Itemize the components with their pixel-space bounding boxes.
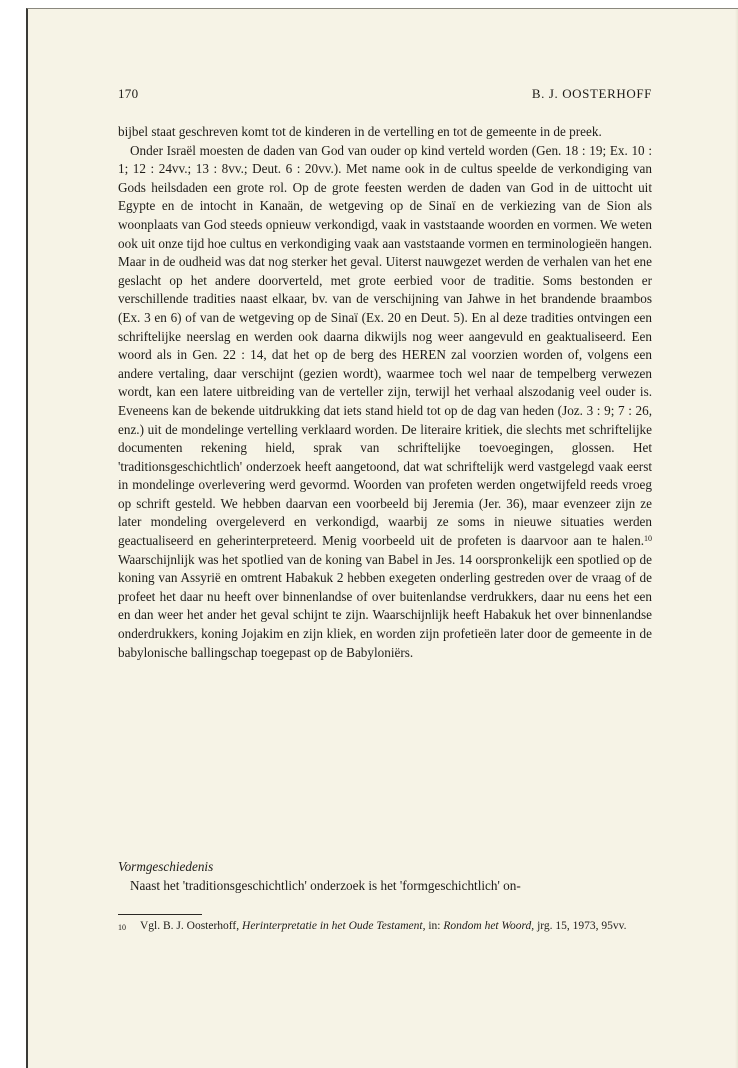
body-text <box>118 123 652 662</box>
section-heading: Vormgeschiedenis <box>118 859 214 874</box>
paragraph-main <box>118 142 652 663</box>
footnote-lead: Vgl. B. J. Oosterhoff, <box>140 920 240 932</box>
footnote-reference[interactable]: 10 <box>644 534 652 544</box>
section-first-line: Naast het 'traditionsgeschichtlich' onderzoek is het 'formgeschichtlich' on- <box>130 878 521 893</box>
footnote-title: Herinterpretatie in het Oude Testament, <box>242 920 426 932</box>
footnote-journal: Rondom het Woord, <box>443 920 535 932</box>
paragraph-continued: bijbel staat geschreven komt tot de kinderen in de vertelling en tot de gemeente in de preek. <box>118 124 602 139</box>
footnote-tail: jrg. 15, 1973, 95vv. <box>537 920 627 932</box>
footnote <box>118 919 652 936</box>
footnote-in: in: <box>428 920 441 932</box>
footnote-text <box>140 919 627 936</box>
paragraph-main-text: Onder Israël moesten de daden van God van ouder op kind verteld worden (Gen. 18 : 19; Ex. 10 : 1; 12 : 24vv.; 13 : 8vv.; Deut. 6 : 20vv.). Met name ook in de cultus speelde de verkondiging van Gods heilsdaden een grote rol. Op de grote feesten werden de daden van God in de uittocht uit Egypte en de intocht in Kanaän, de wetgeving op de Sinaï en de verkiezing van de Sion als woonplaats van God steeds opnieuw verkondigd, vaak in vaststaande woorden en vormen. We weten ook uit onze tijd hoe cultus en verkondiging vaak aan vaststaande vormen en terminologieën hangen. Maar in de oudheid was dat nog sterker het geval. Uiterst nauwgezet werden de verhalen van het ene geslacht op het andere doorverteld, met grote eerbied voor de traditie. Soms bestonden er verschillende tradities naast elkaar, bv. van de verschijning van Jahwe in het brandende braambos (Ex. 3 en 6) of van de wetgeving op de Sinaï (Ex. 20 en Deut. 5). En al deze tradities ontvingen een schriftelijke neerslag en werden ook daarna dikwijls nog weer aangevuld en geaktualiseerd. Een woord als in Gen. 22 : 14, dat het op de berg des HEREN zal voorzien worden of, volgens een andere vertaling, daar verschijnt (gezien wordt), waarmee toch wel naar de tempelberg verwezen wordt, kan een latere uitbreiding van de verteller zijn, terwijl het verhaal alszodanig veel ouder is. Eveneens kan de bekende uitdrukking dat iets stand hield tot op de dag van heden (Joz. 3 : 9; 7 : 26, enz.) uit de mondelinge vertelling verklaard worden. De literaire kritiek, die slechts met schriftelijke documenten rekening hield, sprak van schriftelijke toevoegingen, glossen. Het 'traditionsgeschichtlich' onderzoek heeft aangetoond, dat wat schriftelijk werd vastgelegd vaak eerst in mondelinge overlevering werd gevormd. Woorden van profeten werden ongetwijfeld reeds vroeg op schrift gesteld. We hebben daarvan een voorbeeld bij Jeremia (Jer. 36), maar evenzeer zijn ze later mondeling overgeleverd en verkondigd, waarbij ze soms in nieuwe situaties werden geactualiseerd en geherinterpreteerd. Menig voorbeeld uit de profeten is daarvoor aan te halen. <box>118 142 652 549</box>
page-number: 170 <box>118 86 139 101</box>
page-header <box>118 86 652 102</box>
paragraph-main-continued: Waarschijnlijk was het spotlied van de koning van Babel in Jes. 14 oorspronkelijk een spotlied op de koning van Assyrië en omtrent Habakuk 2 hebben exegeten onderling gestreden over de vraag of de profeet het daar nu heeft over binnenlandse of over buitenlandse verdrukkers, daar nu eens het een en dan weer het ander het geval schijnt te zijn. Waarschijnlijk heeft Habakuk het over binnenlandse onderdrukkers, koning Jojakim en zijn kliek, en worden zijn profetieën later door de gemeente in de babylonische ballingschap toegepast op de Babyloniërs. <box>118 551 652 660</box>
footnote-number: 10 <box>118 923 126 932</box>
footnote-rule <box>118 914 202 915</box>
running-head: B. J. OOSTERHOFF <box>531 86 652 101</box>
